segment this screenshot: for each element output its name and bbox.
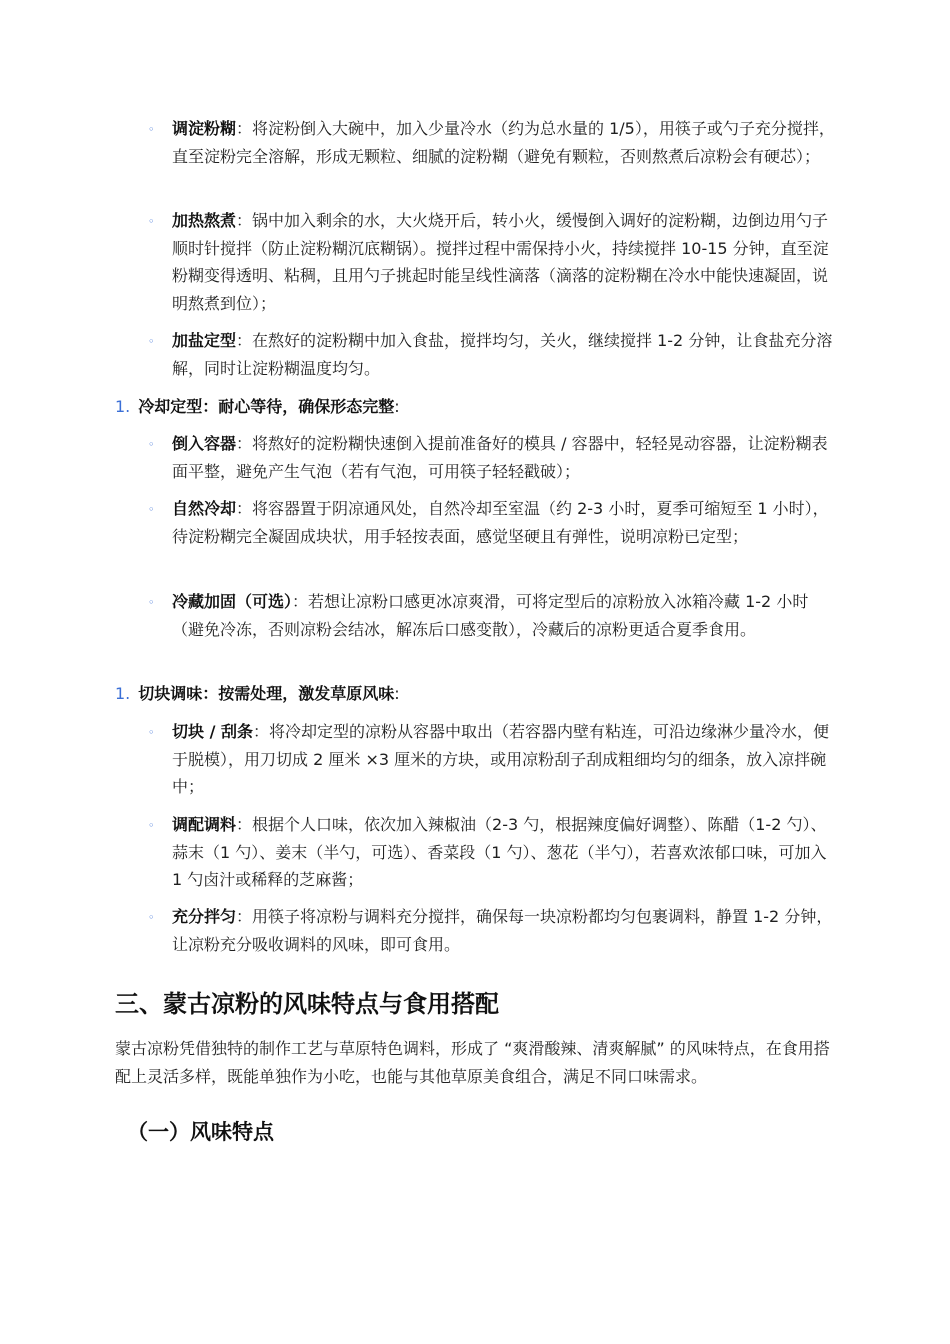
item-text: ：将淀粉倒入大碗中，加入少量冷水（约为总水量的 1/5），用筷子或勺子充分搅拌，直至淀粉完全溶解，形成无颗粒、细腻的淀粉糊（避免有颗粒，否则熬煮后凉粉会有硬芯）； <box>172 119 835 166</box>
item-text: ：若想让凉粉口感更冰凉爽滑，可将定型后的凉粉放入冰箱冷藏 1-2 小时（避免冷冻，否则凉粉会结冰，解冻后口感变散），冷藏后的凉粉更适合夏季食用。 <box>172 592 809 639</box>
numbered-step <box>115 393 400 421</box>
list-item <box>172 495 838 550</box>
step-number: 1. <box>115 397 131 416</box>
bullet-icon: ◦ <box>148 123 155 136</box>
list-item <box>172 903 838 958</box>
list-item <box>172 718 838 801</box>
item-label: 加盐定型 <box>172 331 237 350</box>
item-text: ：锅中加入剩余的水，大火烧开后，转小火，缓慢倒入调好的淀粉糊，边倒边用勺子顺时针搅拌（防止淀粉糊沉底糊锅）。搅拌过程中需保持小火，持续搅拌 10-15 分钟，直至淀粉糊变得透明、粘稠，且用勺子挑起时能呈线性滴落（滴落的淀粉糊在冷水中能快速凝固，说明熬煮到位）； <box>172 211 829 313</box>
numbered-step <box>115 680 400 708</box>
item-label: 加热熬煮 <box>172 211 237 230</box>
list-item <box>172 811 838 894</box>
body-paragraph: 蒙古凉粉凭借独特的制作工艺与草原特色调料，形成了 “爽滑酸辣、清爽解腻” 的风味特点，在食用搭配上灵活多样，既能单独作为小吃，也能与其他草原美食组合，满足不同口味需求。 <box>115 1039 830 1086</box>
item-label: 冷藏加固（可选） <box>172 592 293 611</box>
bullet-icon: ◦ <box>148 503 155 516</box>
section-heading: 三、蒙古凉粉的风味特点与食用搭配 <box>115 990 499 1018</box>
step-colon: : <box>394 684 400 703</box>
step-number: 1. <box>115 684 131 703</box>
bullet-icon: ◦ <box>148 335 155 348</box>
item-text: ：在熬好的淀粉糊中加入食盐，搅拌均匀，关火，继续搅拌 1-2 分钟，让食盐充分溶解，同时让淀粉糊温度均匀。 <box>172 331 833 378</box>
item-label: 调淀粉糊 <box>172 119 237 138</box>
step-title: 切块调味：按需处理，激发草原风味 <box>138 684 395 703</box>
item-text: ：根据个人口味，依次加入辣椒油（2-3 勺，根据辣度偏好调整）、陈醋（1-2 勺）、蒜末（1 勺）、姜末（半勺，可选）、香菜段（1 勺）、葱花（半勺），若喜欢浓郁口味，可加入 1 勺卤汁或稀释的芝麻酱； <box>172 815 827 889</box>
sub-heading: （一）风味特点 <box>127 1120 274 1144</box>
item-text: ：用筷子将凉粉与调料充分搅拌，确保每一块凉粉都均匀包裹调料，静置 1-2 分钟，让凉粉充分吸收调料的风味，即可食用。 <box>172 907 833 954</box>
bullet-icon: ◦ <box>148 596 155 609</box>
list-item <box>172 327 838 382</box>
item-text: ：将容器置于阴凉通风处，自然冷却至室温（约 2-3 小时，夏季可缩短至 1 小时），待淀粉糊完全凝固成块状，用手轻按表面，感觉坚硬且有弹性，说明凉粉已定型； <box>172 499 829 546</box>
bullet-icon: ◦ <box>148 438 155 451</box>
item-label: 充分拌匀 <box>172 907 237 926</box>
list-item <box>172 430 838 485</box>
bullet-icon: ◦ <box>148 215 155 228</box>
list-item <box>172 115 838 170</box>
step-colon: : <box>394 397 400 416</box>
list-item <box>172 207 838 317</box>
list-item <box>172 588 838 643</box>
item-text: ：将冷却定型的凉粉从容器中取出（若容器内壁有粘连，可沿边缘淋少量冷水，便于脱模），用刀切成 2 厘米 ×3 厘米的方块，或用凉粉刮子刮成粗细均匀的细条，放入凉拌碗中； <box>172 722 830 796</box>
bullet-icon: ◦ <box>148 726 155 739</box>
item-label: 倒入容器 <box>172 434 237 453</box>
item-text: ：将熬好的淀粉糊快速倒入提前准备好的模具 / 容器中，轻轻晃动容器，让淀粉糊表面平整，避免产生气泡（若有气泡，可用筷子轻轻戳破）； <box>172 434 828 481</box>
item-label: 切块 / 刮条 <box>172 722 253 741</box>
item-label: 调配调料 <box>172 815 237 834</box>
bullet-icon: ◦ <box>148 911 155 924</box>
step-title: 冷却定型：耐心等待，确保形态完整 <box>138 397 395 416</box>
item-label: 自然冷却 <box>172 499 237 518</box>
bullet-icon: ◦ <box>148 819 155 832</box>
